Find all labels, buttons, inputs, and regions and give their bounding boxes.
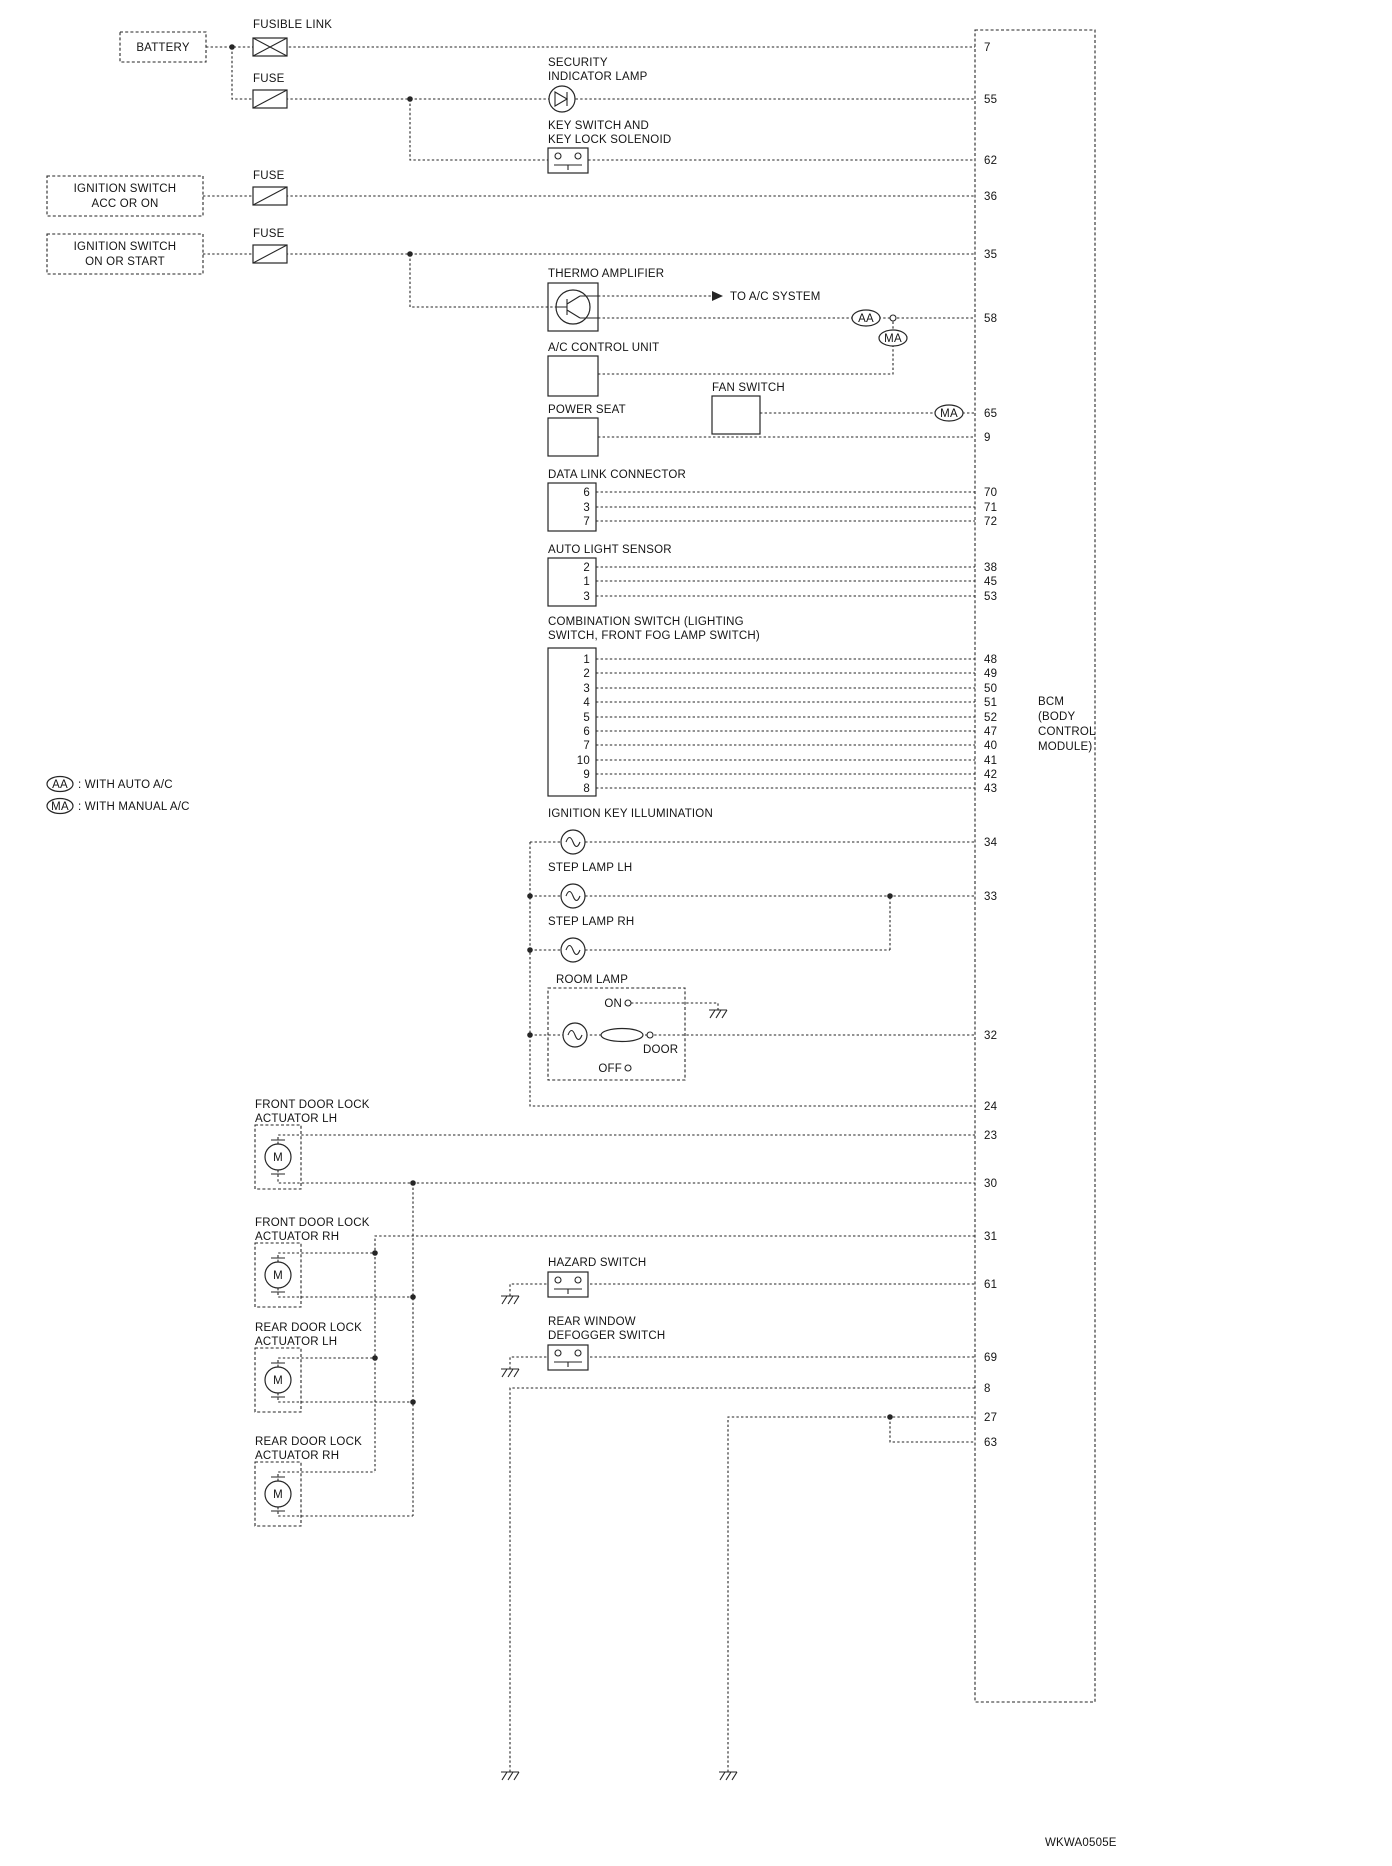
legend-ma-tag: MA <box>51 801 69 813</box>
ignition-acc-box <box>47 176 203 216</box>
wire-fdl-lh-pin23 <box>278 1135 975 1144</box>
fuse-label-1: FUSE <box>253 73 285 85</box>
combination-switch-label-1: COMBINATION SWITCH (LIGHTING <box>548 616 744 628</box>
bcm-label <box>1038 696 1096 753</box>
front-door-lock-rh-label-1: FRONT DOOR LOCK <box>255 1217 370 1229</box>
bcm-pin-36: 36 <box>984 191 998 203</box>
combo-pin-2: 2 <box>583 668 590 680</box>
legend-ma-text: : WITH MANUAL A/C <box>78 801 190 813</box>
dlc-pin-6: 6 <box>583 487 590 499</box>
bcm-box <box>975 30 1095 1702</box>
combo-pin-9: 9 <box>583 769 590 781</box>
bcm-pin-47: 47 <box>984 726 998 738</box>
room-lamp-label: ROOM LAMP <box>556 974 629 986</box>
security-lamp-label-2: INDICATOR LAMP <box>548 71 648 83</box>
combination-switch-label-2: SWITCH, FRONT FOG LAMP SWITCH) <box>548 630 760 642</box>
ignition-key-illumination-lamp-icon <box>561 830 585 854</box>
step-lamp-lh-label: STEP LAMP LH <box>548 862 633 874</box>
connector-junction <box>890 315 896 321</box>
rear-door-lock-rh-label-1: REAR DOOR LOCK <box>255 1436 362 1448</box>
dlc-pin-7: 7 <box>583 516 590 528</box>
fan-switch-box <box>712 396 760 434</box>
wire-ground-pin27 <box>728 1417 975 1772</box>
combo-pin-7: 7 <box>583 740 590 752</box>
rear-door-lock-lh-label-2: ACTUATOR LH <box>255 1336 338 1348</box>
fusible-link-symbol <box>253 38 287 56</box>
hazard-switch-label: HAZARD SWITCH <box>548 1257 647 1269</box>
aa-tag-inline <box>852 310 880 326</box>
wire-fdl-rh-top <box>278 1253 375 1262</box>
fuse-label-3: FUSE <box>253 228 285 240</box>
bcm-label-line2: (BODY <box>1038 711 1076 723</box>
legend-aa-tag: AA <box>52 779 68 791</box>
diagram-code: WKWA0505E <box>1045 1837 1117 1849</box>
ground-icon-defogger <box>501 1369 519 1377</box>
bcm-pin-69: 69 <box>984 1352 998 1364</box>
fan-switch-label: FAN SWITCH <box>712 382 785 394</box>
security-indicator-lamp-symbol <box>549 86 575 112</box>
bcm-label-line3: CONTROL <box>1038 726 1096 738</box>
key-switch-label-2: KEY LOCK SOLENOID <box>548 134 672 146</box>
als-pin-2: 2 <box>583 562 590 574</box>
room-lamp-switch-wiper <box>601 1029 643 1042</box>
to-ac-arrowhead <box>712 291 723 301</box>
als-pin-3: 3 <box>583 591 590 603</box>
ac-control-unit-label: A/C CONTROL UNIT <box>548 342 660 354</box>
power-seat-label: POWER SEAT <box>548 404 626 416</box>
wire-ground-pin8 <box>510 1388 975 1772</box>
bcm-pin-71: 71 <box>984 502 998 514</box>
ma-tag-fan <box>935 405 963 421</box>
bcm-pin-42: 42 <box>984 769 998 781</box>
bcm-pin-38: 38 <box>984 562 998 574</box>
bcm-pin-35: 35 <box>984 249 998 261</box>
junction-dots <box>229 44 893 1420</box>
wire-rdl-rh-bottom <box>278 1507 413 1516</box>
combo-pin-6: 6 <box>583 726 590 738</box>
fuse-symbol-battery <box>253 90 287 108</box>
step-lamp-lh-icon <box>561 884 585 908</box>
combination-switch-pins <box>577 654 591 795</box>
bcm-label-line4: MODULE) <box>1038 741 1093 753</box>
auto-light-sensor-pins <box>583 562 590 603</box>
fuse-label-2: FUSE <box>253 170 285 182</box>
front-door-lock-lh-label-2: ACTUATOR LH <box>255 1113 338 1125</box>
bcm-pin-72: 72 <box>984 516 998 528</box>
bcm-pin-63: 63 <box>984 1437 998 1449</box>
bcm-pin-24: 24 <box>984 1101 998 1113</box>
key-switch-symbol <box>548 148 588 173</box>
legend-aa-text: : WITH AUTO A/C <box>78 779 173 791</box>
als-pin-1: 1 <box>583 576 590 588</box>
combo-pin-1: 1 <box>583 654 590 666</box>
bcm-pin-7: 7 <box>984 42 991 54</box>
wire-rdl-lh-top <box>278 1358 375 1367</box>
room-lamp-off-label: OFF <box>598 1063 622 1075</box>
defogger-switch-symbol <box>548 1345 588 1370</box>
power-seat-box <box>548 418 598 456</box>
ignition-key-illumination-label: IGNITION KEY ILLUMINATION <box>548 808 713 820</box>
ignition-acc-label-2: ACC OR ON <box>91 198 159 210</box>
bcm-pin-51: 51 <box>984 697 998 709</box>
wire-fdl-rh-bottom <box>278 1288 413 1297</box>
ignition-on-label-2: ON OR START <box>85 256 165 268</box>
ignition-on-box <box>47 234 203 274</box>
room-lamp-bulb-icon <box>563 1023 587 1047</box>
data-link-connector-label: DATA LINK CONNECTOR <box>548 469 686 481</box>
combo-pin-10: 10 <box>576 755 590 767</box>
wire-keyswitch-pin62 <box>410 99 975 160</box>
ignition-acc-label-1: IGNITION SWITCH <box>73 183 177 195</box>
rear-door-lock-lh-label-1: REAR DOOR LOCK <box>255 1322 362 1334</box>
front-door-lock-rh-motor-icon <box>265 1258 291 1292</box>
security-lamp-label-1: SECURITY <box>548 57 608 69</box>
legend <box>47 777 190 814</box>
ma-tag-thermo <box>879 330 907 346</box>
svg-text:AA: AA <box>858 313 874 325</box>
ignition-on-label-1: IGNITION SWITCH <box>73 241 177 253</box>
room-lamp-on-terminal <box>625 1000 631 1006</box>
room-lamp-door-terminal <box>647 1032 653 1038</box>
fuse-symbol-acc <box>253 187 287 205</box>
wire-rdl-lh-bottom <box>278 1393 413 1402</box>
bcm-pin-27: 27 <box>984 1412 998 1424</box>
thermo-amplifier-transistor-icon <box>556 290 598 324</box>
bcm-pin-43: 43 <box>984 783 998 795</box>
bcm-pin-45: 45 <box>984 576 998 588</box>
motor-label: M <box>273 1152 283 1164</box>
step-lamp-rh-icon <box>561 938 585 962</box>
to-ac-system-label: TO A/C SYSTEM <box>730 291 821 303</box>
room-lamp-off-terminal <box>625 1065 631 1071</box>
rear-door-lock-rh-label-2: ACTUATOR RH <box>255 1450 340 1462</box>
rear-door-lock-lh-motor-icon <box>265 1363 291 1397</box>
wire-pin63 <box>890 1417 975 1442</box>
bcm-pin-23: 23 <box>984 1130 998 1142</box>
bcm-pin-49: 49 <box>984 668 998 680</box>
bcm-pin-53: 53 <box>984 591 998 603</box>
bcm-pin-61: 61 <box>984 1279 998 1291</box>
bcm-pin-62: 62 <box>984 155 998 167</box>
key-switch-label-1: KEY SWITCH AND <box>548 120 649 132</box>
bcm-pin-31: 31 <box>984 1231 998 1243</box>
bcm-pin-58: 58 <box>984 313 998 325</box>
wire-thermo-feed <box>410 254 556 307</box>
bcm-pin-52: 52 <box>984 712 998 724</box>
bcm-pin-70: 70 <box>984 487 998 499</box>
bcm-pin-55: 55 <box>984 94 998 106</box>
battery-label: BATTERY <box>136 42 190 54</box>
bcm-pin-41: 41 <box>984 755 998 767</box>
room-lamp-door-label: DOOR <box>643 1044 679 1056</box>
wire-fdl-lh-pin30 <box>278 1170 975 1183</box>
data-link-connector-pins <box>583 487 590 528</box>
ground-icon-pin8 <box>501 1772 519 1780</box>
ground-icon-room-lamp <box>709 1010 727 1018</box>
bcm-pin-34: 34 <box>984 837 998 849</box>
motor-label: M <box>273 1270 283 1282</box>
thermo-amplifier-label: THERMO AMPLIFIER <box>548 268 665 280</box>
combo-pin-3: 3 <box>583 683 590 695</box>
svg-text:MA: MA <box>940 408 958 420</box>
bcm-pin-32: 32 <box>984 1030 998 1042</box>
room-lamp-on-label: ON <box>604 998 622 1010</box>
bcm-pin-8: 8 <box>984 1383 991 1395</box>
bcm-pin-numbers <box>984 42 998 1449</box>
dlc-pin-3: 3 <box>583 502 590 514</box>
ac-control-unit-box <box>548 356 598 396</box>
bcm-pin-40: 40 <box>984 740 998 752</box>
combo-pin-4: 4 <box>583 697 590 709</box>
bcm-pin-33: 33 <box>984 891 998 903</box>
fuse-symbol-on <box>253 245 287 263</box>
wire-roomlamp-on-ground <box>631 1003 718 1010</box>
bcm-pin-9: 9 <box>984 432 991 444</box>
defogger-switch-label-1: REAR WINDOW <box>548 1316 636 1328</box>
combo-pin-5: 5 <box>583 712 590 724</box>
front-door-lock-rh-label-2: ACTUATOR RH <box>255 1231 340 1243</box>
rear-door-lock-rh-motor-icon <box>265 1477 291 1511</box>
front-door-lock-lh-label-1: FRONT DOOR LOCK <box>255 1099 370 1111</box>
bcm-pin-50: 50 <box>984 683 998 695</box>
bcm-label-line1: BCM <box>1038 696 1065 708</box>
wire-lock-bus-31 <box>375 1236 975 1472</box>
bcm-pin-48: 48 <box>984 654 998 666</box>
bcm-pin-65: 65 <box>984 408 998 420</box>
wire-rdl-rh-top <box>278 1472 375 1481</box>
motor-label: M <box>273 1375 283 1387</box>
defogger-switch-label-2: DEFOGGER SWITCH <box>548 1330 666 1342</box>
step-lamp-rh-label: STEP LAMP RH <box>548 916 635 928</box>
ground-icon-hazard <box>501 1296 519 1304</box>
bcm-pin-30: 30 <box>984 1178 998 1190</box>
hazard-switch-symbol <box>548 1272 588 1297</box>
fusible-link-label: FUSIBLE LINK <box>253 19 333 31</box>
combo-pin-8: 8 <box>583 783 590 795</box>
ground-icon-pin27-63 <box>719 1772 737 1780</box>
front-door-lock-lh-motor-icon <box>265 1140 291 1174</box>
svg-text:MA: MA <box>884 333 902 345</box>
auto-light-sensor-label: AUTO LIGHT SENSOR <box>548 544 672 556</box>
motor-label: M <box>273 1489 283 1501</box>
